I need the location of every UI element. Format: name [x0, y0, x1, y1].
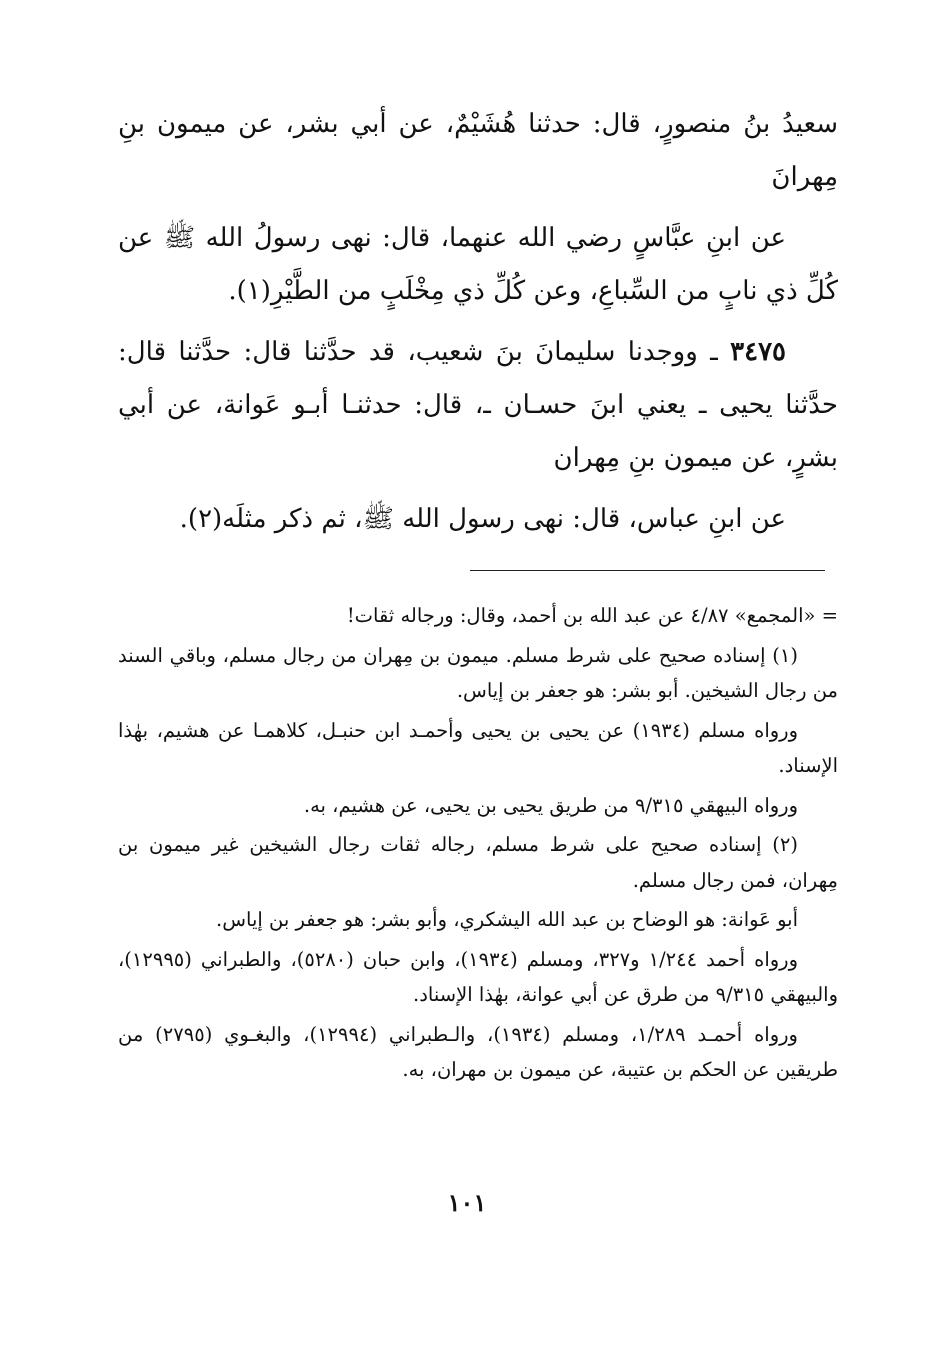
footnote-1-muslim: ورواه مسلم (١٩٣٤) عن يحيى بن يحيى وأحمـد ابن حنبـل، كلاهمـا عن هشيم، بهٰذا الإسناد.	[118, 718, 838, 777]
footnote-1: (١) إسناده صحيح على شرط مسلم. ميمون بن مِهران من رجال مسلم، وباقي السند من رجال الشيخين. أبو بشر: هو جعفر بن إياس.	[118, 643, 838, 702]
footnote-2-sources-1: ورواه أحمد ١/٢٤٤ و٣٢٧، ومسلم (١٩٣٤)، وابن حبان (٥٢٨٠)، والطبراني (١٢٩٩٥)، والبيهقي ٩/٣١٥ من طرق عن أبي عوانة، بهٰذا الإسناد.	[118, 947, 838, 1006]
footnote-1-bayhaqi: ورواه البيهقي ٩/٣١٥ من طريق يحيى بن يحيى، عن هشيم، به.	[303, 793, 798, 817]
page-number: ١٠١	[447, 1188, 487, 1217]
footnote-2: (٢) إسناده صحيح على شرط مسلم، رجاله ثقات رجال الشيخين غير ميمون بن مِهران، فمن رجال مسلم.	[118, 833, 838, 892]
footnote-2-sources-2: ورواه أحمـد ١/٢٨٩، ومسلم (١٩٣٤)، والـطبراني (١٢٩٩٤)، والبغـوي (٢٧٩٥) من طريقين عن الحكم بن عتيبة، عن ميمون بن مهران، به.	[118, 1022, 838, 1081]
footnote-continuation: = «المجمع» ٤/٨٧ عن عبد الله بن أحمد، وقال: ورجاله ثقات!	[346, 604, 838, 627]
main-paragraph-1: سعيدُ بنُ منصورٍ، قال: حدثنا هُشَيْمٌ، عن أبي بشر، عن ميمون بنِ مِهرانَ	[118, 109, 838, 192]
footnotes	[118, 598, 838, 1092]
main-paragraph-4: عن ابنِ عباس، قال: نهى رسول الله ﷺ، ثم ذكر مثلَه(٢).	[179, 504, 786, 534]
main-text	[118, 98, 838, 554]
main-paragraph-3	[118, 326, 838, 485]
footnote-divider	[470, 570, 825, 571]
main-paragraph-2: عن ابنِ عبَّاسٍ رضي الله عنهما، قال: نهى رسولُ الله ﷺ عن كُلِّ ذي نابٍ من السِّباعِ، وعن كُلِّ ذي مِخْلَبٍ من الطَّيْرِ(١).	[118, 223, 838, 306]
hadith-number: ٣٤٧٥	[730, 337, 786, 367]
footnote-2-names: أبو عَوانة: هو الوضاح بن عبد الله اليشكري، وأبو بشر: هو جعفر بن إياس.	[216, 908, 798, 931]
hadith-3475-text: ـ ووجدنا سليمانَ بنَ شعيب، قد حدَّثنا قال: حدَّثنا قال: حدَّثنا يحيى ـ يعني ابنَ حسـان ـ، قال: حدثنـا أبـو عَوانة، عن أبي بشرٍ، عن ميمون بنِ مِهران	[118, 337, 838, 473]
